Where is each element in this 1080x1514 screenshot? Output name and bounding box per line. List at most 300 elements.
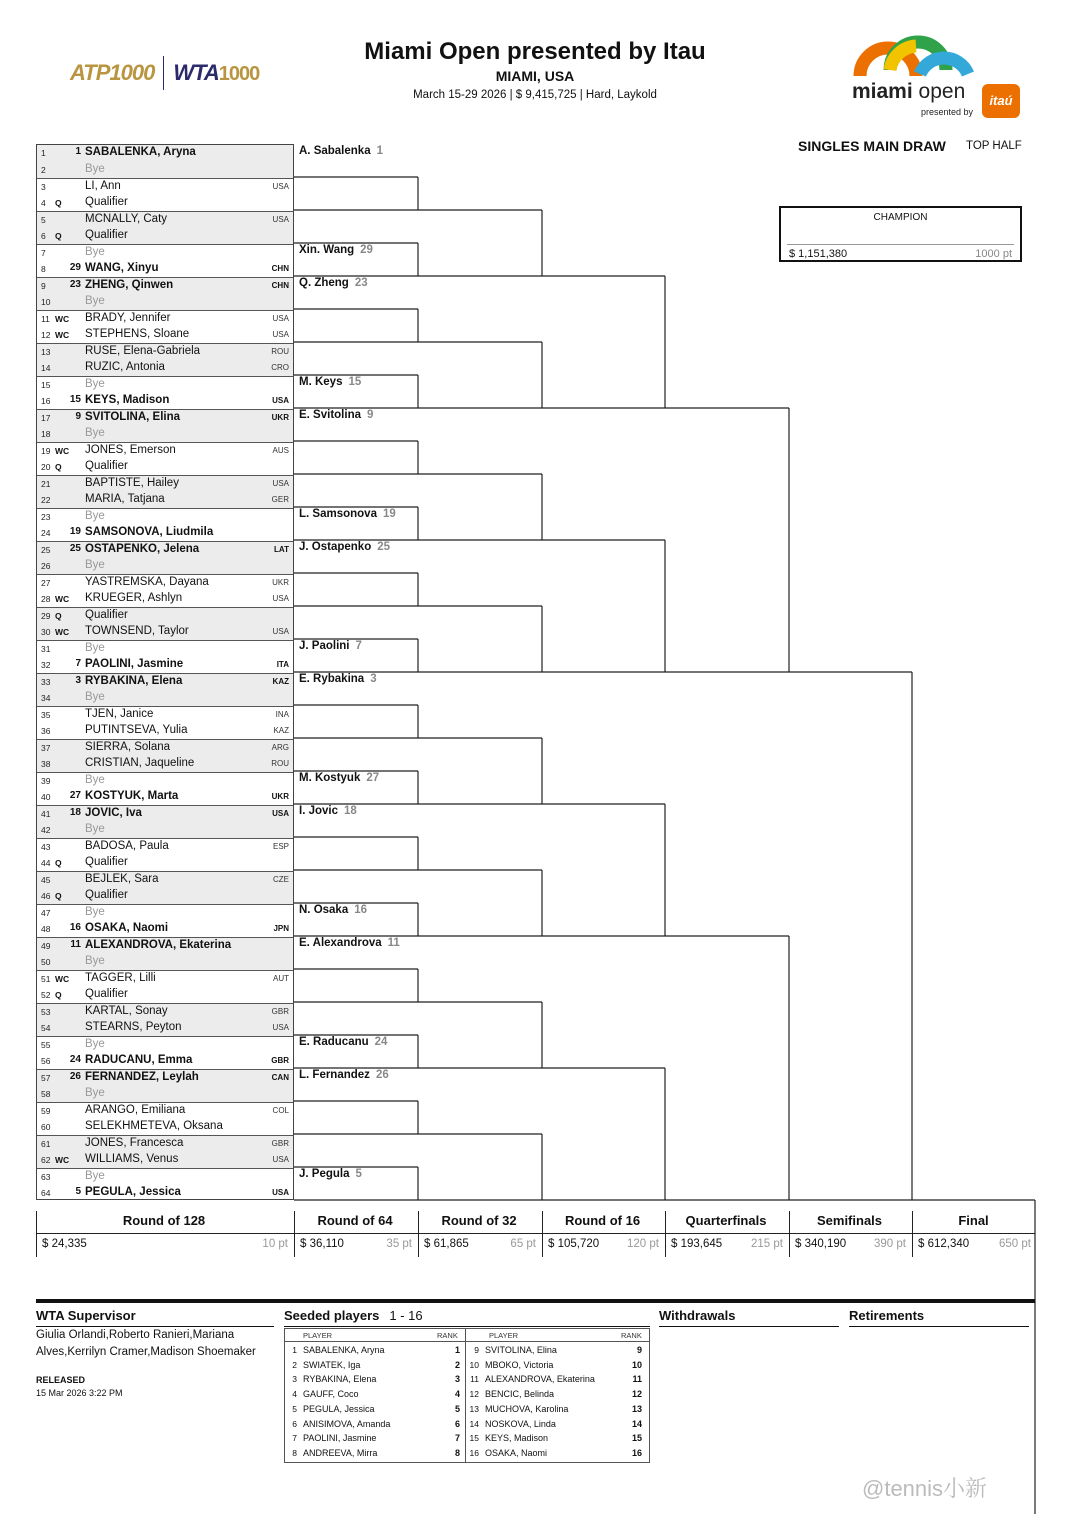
player-name: OSTAPENKO, Jelena xyxy=(85,543,200,555)
player-name: Bye xyxy=(85,558,105,571)
seed-number: 24 xyxy=(69,1053,81,1065)
seed-player: KEYS, Madison xyxy=(485,1433,549,1444)
atp-logo-text: ATP1000 xyxy=(70,60,155,85)
player-nationality: ITA xyxy=(276,659,289,669)
round-64-player-name: J. Paolini xyxy=(299,639,350,652)
round-64-player xyxy=(299,640,362,652)
player-name: Bye xyxy=(85,246,105,258)
player-nationality: JPN xyxy=(273,923,289,933)
player-name: WILLIAMS, Venus xyxy=(85,1152,179,1165)
prize-divider xyxy=(418,1211,419,1257)
seed-column-header: PLAYER xyxy=(303,1331,333,1340)
player-nationality: CAN xyxy=(271,1073,289,1082)
round-64-player-seed: 29 xyxy=(360,243,373,256)
entry-tag: Q xyxy=(55,197,62,208)
draw-position: 31 xyxy=(41,644,51,654)
seed-row xyxy=(286,1359,466,1374)
draw-position: 33 xyxy=(41,677,51,687)
player-name: Bye xyxy=(85,954,105,967)
prize-header-rule xyxy=(36,1233,1035,1234)
player-name: SELEKHMETEVA, Oksana xyxy=(85,1119,223,1132)
seed-number: 11 xyxy=(70,939,81,950)
player-nationality: ARG xyxy=(271,743,289,752)
draw-position: 56 xyxy=(41,1055,51,1066)
player-name: Bye xyxy=(85,1086,105,1099)
player-nationality: ESP xyxy=(272,842,289,851)
prize-round-label: Round of 32 xyxy=(441,1213,517,1228)
round-64-player xyxy=(299,904,367,916)
draw-position: 40 xyxy=(41,791,51,802)
prize-points: 215 pt xyxy=(751,1238,783,1250)
player-nationality: CHN xyxy=(271,281,289,290)
seed-row xyxy=(468,1403,648,1418)
round-64-player xyxy=(299,1168,362,1180)
seed-rank: 8 xyxy=(454,1447,460,1458)
seed-rank: 3 xyxy=(454,1374,460,1385)
draw-position: 61 xyxy=(41,1139,51,1149)
player-name: Bye xyxy=(85,642,105,654)
player-name: ZHENG, Qinwen xyxy=(85,279,174,291)
entry-tag: WC xyxy=(55,329,70,340)
champion-label: CHAMPION xyxy=(873,212,928,223)
draw-position: 15 xyxy=(41,380,51,390)
draw-position: 54 xyxy=(41,1022,51,1033)
player-nationality: USA xyxy=(272,1154,289,1164)
draw-position: 36 xyxy=(41,725,51,736)
draw-position: 47 xyxy=(41,908,51,918)
draw-position: 7 xyxy=(41,248,46,258)
seed-number: 29 xyxy=(69,261,81,273)
player-name: RYBAKINA, Elena xyxy=(85,675,183,687)
player-name: RUSE, Elena-Gabriela xyxy=(85,345,201,357)
round-64-player-seed: 7 xyxy=(355,639,362,652)
player-nationality: GBR xyxy=(271,1139,289,1148)
prize-round-label: Semifinals xyxy=(816,1213,883,1228)
player-nationality: KAZ xyxy=(272,677,289,686)
seeded-players-title: Seeded players 1 - 16 xyxy=(284,1308,423,1323)
draw-half: TOP HALF xyxy=(966,140,1022,152)
player-name: Bye xyxy=(85,1038,105,1050)
seed-rank: 9 xyxy=(636,1345,642,1355)
player-nationality: USA xyxy=(272,395,289,405)
round-64-player xyxy=(299,673,377,685)
footer-divider xyxy=(36,1299,1035,1303)
seed-column-header: RANK xyxy=(621,1331,642,1340)
entry-tag: WC xyxy=(55,314,70,324)
player-nationality: USA xyxy=(272,215,289,224)
player-nationality: CRO xyxy=(271,362,289,372)
player-nationality: USA xyxy=(272,182,289,191)
prize-round-label: Final xyxy=(958,1213,989,1228)
seed-player: GAUFF, Coco xyxy=(303,1389,359,1400)
seed-order: 8 xyxy=(292,1447,297,1458)
round-64-player-name: A. Sabalenka xyxy=(299,144,371,157)
seed-number: 18 xyxy=(69,807,81,818)
player-name: BADOSA, Paula xyxy=(85,840,169,852)
round-64-player-seed: 24 xyxy=(374,1035,388,1048)
entry-tag: WC xyxy=(55,974,70,984)
watermark: @tennis小新 xyxy=(862,1476,988,1501)
seed-row xyxy=(286,1418,466,1433)
player-name: SIERRA, Solana xyxy=(85,741,171,753)
seed-rank: 1 xyxy=(454,1345,460,1355)
prize-divider xyxy=(294,1211,295,1257)
draw-position: 34 xyxy=(41,692,51,703)
seed-player: SABALENKA, Aryna xyxy=(303,1345,385,1355)
seed-player: ALEXANDROVA, Ekaterina xyxy=(485,1374,595,1385)
seed-player: NOSKOVA, Linda xyxy=(485,1418,556,1429)
round-64-player-seed: 18 xyxy=(344,804,357,817)
draw-position: 6 xyxy=(41,230,46,241)
seed-row xyxy=(468,1432,648,1447)
seed-order: 2 xyxy=(292,1359,297,1370)
seed-order: 3 xyxy=(292,1374,297,1385)
player-name: ARANGO, Emiliana xyxy=(85,1104,186,1116)
player-name: KOSTYUK, Marta xyxy=(85,789,179,802)
draw-position: 18 xyxy=(41,428,51,439)
round-64-player-seed: 3 xyxy=(370,672,377,685)
prize-round-label: Round of 16 xyxy=(564,1213,641,1228)
round-64-player xyxy=(299,376,361,388)
player-name: JOVIC, Iva xyxy=(85,807,142,819)
player-name: FERNANDEZ, Leylah xyxy=(85,1071,199,1083)
prize-points: 10 pt xyxy=(262,1238,288,1250)
round-64-player xyxy=(299,409,373,421)
draw-position: 51 xyxy=(41,974,51,984)
draw-position: 41 xyxy=(41,809,51,819)
player-name: Bye xyxy=(85,162,105,175)
draw-position: 35 xyxy=(41,710,51,720)
round-64-player xyxy=(299,1069,389,1081)
draw-position: 63 xyxy=(41,1172,51,1182)
round-64-player-name: E. Alexandrova xyxy=(299,936,382,949)
player-name: TAGGER, Lilli xyxy=(85,972,156,984)
round-64-player-seed: 11 xyxy=(387,936,400,949)
seed-row xyxy=(286,1432,466,1447)
player-nationality: UKR xyxy=(271,791,289,801)
draw-position: 16 xyxy=(41,395,51,406)
seed-player: MBOKO, Victoria xyxy=(485,1359,554,1370)
itau-logo: itaú xyxy=(982,84,1020,118)
round-64-player-seed: 19 xyxy=(382,507,396,520)
round-64-player xyxy=(299,244,373,256)
draw-position: 42 xyxy=(41,824,51,835)
champion-prize: $ 1,151,380 xyxy=(789,248,848,260)
seed-rank: 14 xyxy=(631,1418,642,1429)
round-64-player-name: M. Keys xyxy=(299,375,343,388)
draw-position: 57 xyxy=(41,1073,51,1083)
round-64-player xyxy=(299,805,357,817)
prize-divider xyxy=(912,1211,913,1257)
seed-rank: 12 xyxy=(631,1389,642,1400)
round-64-player xyxy=(299,937,400,949)
player-name: BRADY, Jennifer xyxy=(85,312,171,324)
retirements-title: Retirements xyxy=(849,1308,925,1323)
round-64-player-name: Xin. Wang xyxy=(299,243,355,256)
draw-position: 39 xyxy=(41,776,51,786)
draw-position: 13 xyxy=(41,347,51,357)
draw-position: 9 xyxy=(41,281,46,291)
seed-player: SWIATEK, Iga xyxy=(303,1359,361,1370)
seed-order: 1 xyxy=(292,1345,297,1355)
seed-number: 25 xyxy=(69,543,81,554)
draw-position: 30 xyxy=(41,626,51,637)
seed-player: PEGULA, Jessica xyxy=(303,1403,375,1414)
player-name: Qualifier xyxy=(85,855,128,868)
draw-position: 1 xyxy=(41,148,46,158)
draw-position: 58 xyxy=(41,1088,51,1099)
seed-number: 7 xyxy=(75,657,81,669)
draw-position: 24 xyxy=(41,527,51,538)
seed-order: 11 xyxy=(470,1374,479,1385)
player-nationality: LAT xyxy=(274,545,289,554)
seed-row xyxy=(286,1403,466,1418)
round-64-player-name: L. Samsonova xyxy=(299,507,377,520)
player-name: STEARNS, Peyton xyxy=(85,1020,182,1033)
round-64-player xyxy=(299,145,383,157)
draw-position: 17 xyxy=(41,413,51,423)
seed-order: 6 xyxy=(292,1418,297,1429)
player-name: Bye xyxy=(85,1170,105,1182)
player-nationality: ROU xyxy=(271,758,289,768)
draw-position: 38 xyxy=(41,758,51,769)
player-nationality: USA xyxy=(272,626,289,636)
player-name: PEGULA, Jessica xyxy=(85,1185,181,1198)
supervisor-names: Giulia Orlandi,Roberto Ranieri,Mariana Alves,Kerrilyn Cramer,Madison Shoemaker xyxy=(36,1329,256,1358)
draw-position: 20 xyxy=(41,461,51,472)
player-name: MARIA, Tatjana xyxy=(85,492,165,505)
player-name: LI, Ann xyxy=(85,180,121,192)
draw-position: 60 xyxy=(41,1121,51,1132)
player-name: Bye xyxy=(85,822,105,835)
player-nationality: AUS xyxy=(272,446,289,455)
seed-player: PAOLINI, Jasmine xyxy=(303,1433,377,1444)
player-name: KRUEGER, Ashlyn xyxy=(85,591,183,604)
player-name: Qualifier xyxy=(85,987,128,1000)
player-name: Bye xyxy=(85,690,105,703)
player-nationality: INA xyxy=(275,710,289,719)
entry-tag: Q xyxy=(55,857,62,868)
player-name: Qualifier xyxy=(85,195,128,208)
seed-order: 16 xyxy=(469,1447,479,1458)
round-64-player-seed: 9 xyxy=(367,408,374,421)
player-nationality: COL xyxy=(272,1106,289,1115)
player-nationality: USA xyxy=(272,479,289,488)
draw-position: 12 xyxy=(41,329,51,340)
entry-tag: Q xyxy=(55,230,62,241)
player-name: TJEN, Janice xyxy=(85,708,154,720)
player-name: BEJLEK, Sara xyxy=(85,873,159,885)
seed-rank: 6 xyxy=(454,1418,460,1429)
tournament-info: March 15-29 2026 | $ 9,415,725 | Hard, Laykold xyxy=(413,89,657,101)
round-64-player-seed: 5 xyxy=(355,1167,362,1180)
player-name: JONES, Emerson xyxy=(85,444,176,456)
entry-tag: WC xyxy=(55,1154,70,1165)
player-nationality: GBR xyxy=(271,1055,289,1065)
draw-position: 62 xyxy=(41,1154,51,1165)
champion-points: 1000 pt xyxy=(975,248,1012,260)
draw-position: 11 xyxy=(41,314,50,324)
seed-row xyxy=(468,1359,648,1374)
seed-rank: 13 xyxy=(631,1403,642,1414)
seed-order: 4 xyxy=(292,1389,297,1400)
player-name: KEYS, Madison xyxy=(85,393,170,406)
draw-position: 25 xyxy=(41,545,51,555)
entry-tag: Q xyxy=(55,461,62,472)
seed-row xyxy=(468,1373,648,1388)
draw-position: 8 xyxy=(41,263,46,274)
round-64-player-name: L. Fernandez xyxy=(299,1068,370,1081)
seed-rank: 4 xyxy=(454,1389,460,1400)
draw-position: 48 xyxy=(41,923,51,934)
round-64-player-name: M. Kostyuk xyxy=(299,771,361,784)
draw-position: 14 xyxy=(41,362,51,373)
player-name: Qualifier xyxy=(85,888,128,901)
seed-rank: 11 xyxy=(632,1374,642,1385)
tournament-city: MIAMI, USA xyxy=(495,68,575,84)
player-name: Bye xyxy=(85,426,105,439)
player-name: WANG, Xinyu xyxy=(85,261,159,274)
prize-money: $ 24,335 xyxy=(42,1238,87,1250)
seed-order: 14 xyxy=(469,1418,479,1429)
round-64-player-name: J. Pegula xyxy=(299,1167,350,1180)
draw-position: 5 xyxy=(41,215,46,225)
miami-open-logo: miami open presented by itaú xyxy=(846,24,1026,124)
round-64-player-name: E. Raducanu xyxy=(299,1035,369,1048)
seed-number: 1 xyxy=(75,146,81,157)
seed-order: 10 xyxy=(469,1359,479,1370)
prize-round-label: Round of 64 xyxy=(317,1213,393,1228)
seed-player: ANDREEVA, Mirra xyxy=(303,1447,378,1458)
entry-tag: Q xyxy=(55,611,62,621)
prize-round-label: Round of 128 xyxy=(122,1213,206,1228)
player-name: Bye xyxy=(85,906,105,918)
round-64-player xyxy=(299,1036,387,1048)
released-label: RELEASED xyxy=(36,1375,86,1385)
prize-money: $ 612,340 xyxy=(918,1238,970,1250)
player-name: Qualifier xyxy=(85,609,128,621)
round-64-player-seed: 15 xyxy=(348,375,362,388)
seed-order: 7 xyxy=(292,1433,297,1444)
player-nationality: UKR xyxy=(272,578,289,587)
round-64-player-seed: 27 xyxy=(366,771,380,784)
round-64-player-seed: 23 xyxy=(354,276,368,289)
prize-money: $ 340,190 xyxy=(795,1238,847,1250)
draw-position: 37 xyxy=(41,743,51,753)
seed-order: 5 xyxy=(292,1403,297,1414)
player-name: RADUCANU, Emma xyxy=(85,1053,193,1066)
player-nationality: KAZ xyxy=(273,725,289,735)
draw-position: 43 xyxy=(41,842,51,852)
prize-round-label: Quarterfinals xyxy=(685,1213,767,1228)
prize-points: 650 pt xyxy=(999,1238,1031,1250)
seed-number: 27 xyxy=(69,789,81,801)
seed-column-header: PLAYER xyxy=(489,1331,519,1340)
player-name: YASTREMSKA, Dayana xyxy=(85,576,209,588)
seed-player: BENCIC, Belinda xyxy=(485,1389,555,1400)
round-64-player xyxy=(299,508,396,520)
prize-points: 35 pt xyxy=(386,1238,412,1250)
seed-column-header: RANK xyxy=(437,1331,458,1340)
seed-number: 16 xyxy=(69,921,81,933)
player-name: BAPTISTE, Hailey xyxy=(85,477,179,489)
round-64-player xyxy=(299,772,379,784)
player-name: PUTINTSEVA, Yulia xyxy=(85,723,188,736)
seed-order: 15 xyxy=(469,1433,479,1444)
draw-position: 46 xyxy=(41,890,51,901)
player-name: Bye xyxy=(85,510,105,522)
entry-tag: WC xyxy=(55,593,70,604)
seed-number: 9 xyxy=(75,411,81,422)
round-64-player xyxy=(299,541,390,553)
draw-position: 59 xyxy=(41,1106,51,1116)
player-nationality: UKR xyxy=(271,413,289,422)
player-name: MCNALLY, Caty xyxy=(85,213,168,225)
seed-rank: 10 xyxy=(631,1359,642,1370)
seed-number: 19 xyxy=(69,525,81,537)
seed-player: RYBAKINA, Elena xyxy=(303,1374,377,1385)
player-name: CRISTIAN, Jaqueline xyxy=(85,756,195,769)
player-name: PAOLINI, Jasmine xyxy=(85,657,184,670)
draw-title: SINGLES MAIN DRAW xyxy=(798,138,946,154)
seed-row xyxy=(286,1373,466,1388)
withdrawals-title: Withdrawals xyxy=(659,1308,736,1323)
prize-points: 120 pt xyxy=(627,1238,659,1250)
player-name: SAMSONOVA, Liudmila xyxy=(85,525,214,538)
seed-row xyxy=(468,1418,648,1433)
seed-player: ANISIMOVA, Amanda xyxy=(303,1418,391,1429)
draw-position: 19 xyxy=(41,446,51,456)
player-name: Qualifier xyxy=(85,228,128,241)
draw-position: 21 xyxy=(41,479,51,489)
round-64-player-name: I. Jovic xyxy=(299,804,338,817)
draw-position: 10 xyxy=(41,296,51,307)
seed-rank: 15 xyxy=(631,1433,642,1444)
prize-divider xyxy=(665,1211,666,1257)
round-64-player-name: Q. Zheng xyxy=(299,276,349,289)
draw-position: 53 xyxy=(41,1007,51,1017)
round-64-player-name: J. Ostapenko xyxy=(299,540,372,553)
player-name: STEPHENS, Sloane xyxy=(85,327,190,340)
seed-number: 5 xyxy=(75,1185,81,1197)
draw-position: 45 xyxy=(41,875,51,885)
seed-number: 23 xyxy=(69,279,81,290)
player-name: Bye xyxy=(85,294,105,307)
entry-tag: WC xyxy=(55,446,70,456)
draw-position: 32 xyxy=(41,659,51,670)
draw-position: 55 xyxy=(41,1040,51,1050)
draw-position: 27 xyxy=(41,578,51,588)
player-nationality: USA xyxy=(272,314,289,323)
seed-order: 13 xyxy=(469,1403,479,1414)
player-nationality: USA xyxy=(272,329,289,339)
round-64-player xyxy=(299,277,368,289)
player-name: JONES, Francesca xyxy=(85,1137,184,1149)
player-nationality: AUT xyxy=(273,974,289,983)
player-nationality: ROU xyxy=(271,347,289,356)
wta-logo-text: WTA1000 xyxy=(173,60,260,85)
draw-position: 4 xyxy=(41,197,46,208)
player-name: Bye xyxy=(85,774,105,786)
player-nationality: USA xyxy=(272,593,289,603)
player-nationality: USA xyxy=(272,1022,289,1032)
seed-number: 15 xyxy=(69,393,81,405)
round-64-player-name: E. Rybakina xyxy=(299,672,365,685)
entry-tag: Q xyxy=(55,989,62,1000)
seed-player: OSAKA, Naomi xyxy=(485,1447,548,1458)
player-name: SVITOLINA, Elina xyxy=(85,411,180,423)
draw-position: 44 xyxy=(41,857,51,868)
